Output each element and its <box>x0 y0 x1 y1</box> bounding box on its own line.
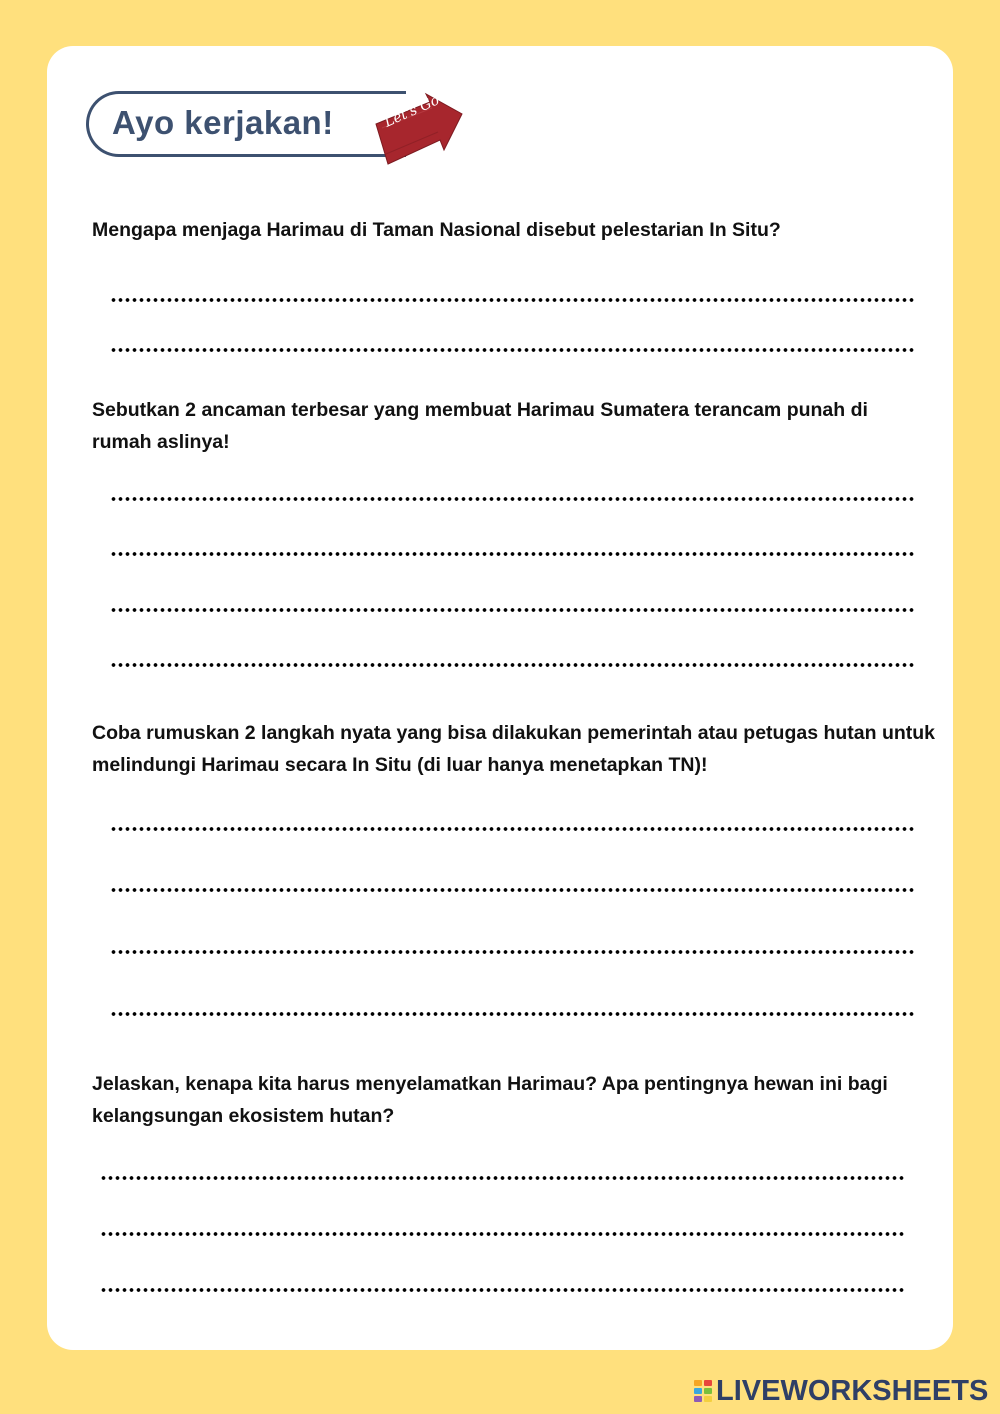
logo-text: LIVEWORKSHEETS <box>716 1374 989 1407</box>
answer-line[interactable] <box>110 663 915 667</box>
answer-line[interactable] <box>100 1232 905 1236</box>
logo-blocks-icon <box>694 1380 712 1402</box>
question-1: Mengapa menjaga Harimau di Taman Nasional disebut pelestarian In Situ? <box>92 219 781 241</box>
answer-line[interactable] <box>110 608 915 612</box>
answer-line[interactable] <box>110 950 915 954</box>
answer-line[interactable] <box>110 497 915 501</box>
question-2: Sebutkan 2 ancaman terbesar yang membuat Harimau Sumatera terancam punah di rumah aslinya! <box>92 399 868 453</box>
logo-block <box>704 1388 712 1394</box>
answer-line[interactable] <box>110 888 915 892</box>
lets-go-badge-text: Let's Go <box>382 92 442 131</box>
answer-line[interactable] <box>100 1176 905 1180</box>
question-4: Jelaskan, kenapa kita harus menyelamatkan Harimau? Apa pentingnya hewan ini bagi kelangsungan ekosistem hutan? <box>92 1073 888 1127</box>
logo-block <box>694 1396 702 1402</box>
logo-block <box>694 1388 702 1394</box>
answer-line[interactable] <box>110 552 915 556</box>
answer-line[interactable] <box>110 1012 915 1016</box>
page-title: Ayo kerjakan! <box>112 104 334 141</box>
question-3: Coba rumuskan 2 langkah nyata yang bisa dilakukan pemerintah atau petugas hutan untuk melindungi Harimau secara In Situ (di luar hanya menetapkan TN)! <box>92 722 936 776</box>
answer-line[interactable] <box>100 1288 905 1292</box>
answer-line[interactable] <box>110 827 915 831</box>
answer-line[interactable] <box>110 298 915 302</box>
answer-line[interactable] <box>110 348 915 352</box>
liveworksheets-logo[interactable] <box>694 1374 988 1408</box>
logo-block <box>704 1396 712 1402</box>
logo-block <box>704 1380 712 1386</box>
logo-block <box>694 1380 702 1386</box>
